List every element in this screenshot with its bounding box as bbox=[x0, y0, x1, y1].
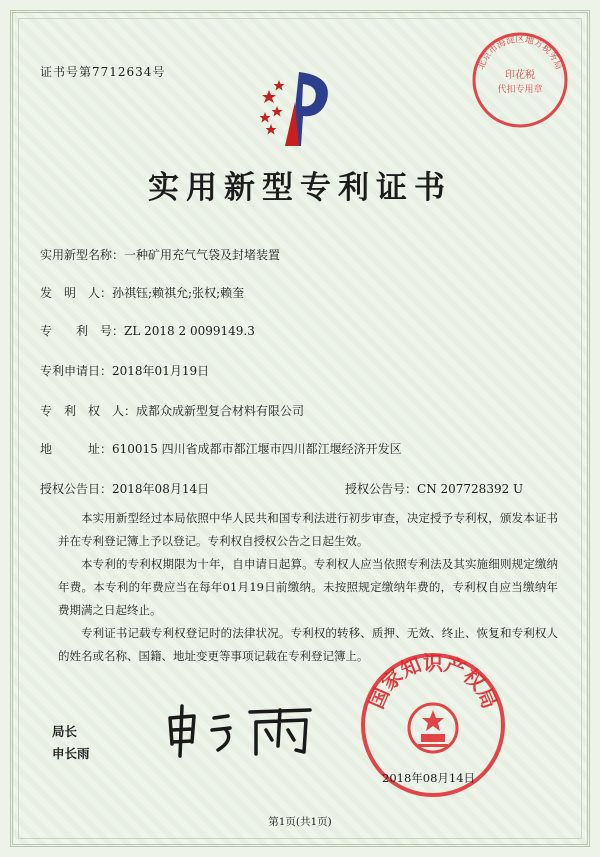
national-emblem-icon bbox=[409, 704, 457, 752]
tax-stamp-seal bbox=[468, 28, 572, 132]
certificate-number: 证书号第7712634号 bbox=[40, 65, 166, 79]
application-date-label: 专利申请日： bbox=[40, 364, 113, 378]
inventor-label: 发 明 人： bbox=[40, 286, 113, 300]
patent-holder-row bbox=[40, 402, 304, 419]
seal-ring-text: 国家知识产权局 bbox=[363, 650, 503, 713]
utility-model-name-label: 实用新型名称： bbox=[40, 248, 125, 262]
body-paragraph: 本实用新型经过本局依照中华人民共和国专利法进行初步审查，决定授予专利权，颁发本证书并在专利登记簿上予以登记。专利权自授权公告之日起生效。 bbox=[58, 511, 558, 548]
address-row bbox=[40, 440, 402, 457]
patent-holder-label: 专 利 权 人： bbox=[40, 404, 137, 418]
certificate-body-text bbox=[58, 507, 558, 668]
application-date-value: 2018年01月19日 bbox=[112, 364, 210, 378]
stamp-center-line-1: 印花税 bbox=[505, 70, 535, 81]
patent-office-logo-icon bbox=[255, 62, 345, 152]
patent-number-label: 专 利 号： bbox=[40, 324, 125, 338]
inventor-value: 孙祺钰;赖祺允;张权;赖奎 bbox=[112, 286, 245, 300]
announcement-number-value: CN 207728392 U bbox=[417, 482, 524, 496]
director-title: 局长 bbox=[52, 724, 78, 739]
svg-text:北京市海淀区地方税务局 bbox=[475, 33, 565, 71]
patent-number-row bbox=[40, 322, 255, 339]
director-signature-icon bbox=[160, 700, 330, 760]
announcement-date-value: 2018年08月14日 bbox=[112, 482, 210, 496]
inventor-row bbox=[40, 284, 244, 301]
patent-holder-value: 成都众成新型复合材料有限公司 bbox=[136, 404, 305, 418]
announcement-date-label: 授权公告日： bbox=[40, 482, 113, 496]
certificate-title: 实用新型专利证书 bbox=[148, 170, 452, 206]
utility-model-name-value: 一种矿用充气气袋及封堵装置 bbox=[124, 248, 281, 262]
body-paragraph: 专利证书记载专利权登记时的法律状况。专利权的转移、质押、无效、终止、恢复和专利权人的姓名或名称、国籍、地址变更等事项记载在专利登记簿上。 bbox=[58, 626, 558, 663]
application-date-row bbox=[40, 362, 209, 379]
patent-number-value: ZL 2018 2 0099149.3 bbox=[124, 324, 255, 338]
stamp-center-line-2: 代扣专用章 bbox=[497, 85, 543, 95]
director-name: 申长雨 bbox=[52, 746, 90, 761]
announcement-date-row bbox=[40, 480, 209, 497]
address-label: 地 址： bbox=[40, 442, 113, 456]
page-footer: 第1页(共1页) bbox=[268, 816, 332, 828]
seal-date: 2018年08月14日 bbox=[382, 771, 476, 785]
address-value: 610015 四川省成都市都江堰市四川都江堰经济开发区 bbox=[112, 442, 402, 456]
announcement-number-row bbox=[345, 480, 523, 497]
announcement-number-label: 授权公告号： bbox=[345, 482, 418, 496]
stamp-ring-text: 北京市海淀区地方税务局 bbox=[476, 35, 564, 72]
utility-model-name-row bbox=[40, 246, 280, 263]
body-paragraph: 本专利的专利权期限为十年，自申请日起算。专利权人应当依照专利法及其实施细则规定缴纳年费。本专利的年费应当在每年01月19日前缴纳。未按照规定缴纳年费的，专利权自应当缴纳年费期满之日起终止。 bbox=[58, 557, 558, 617]
